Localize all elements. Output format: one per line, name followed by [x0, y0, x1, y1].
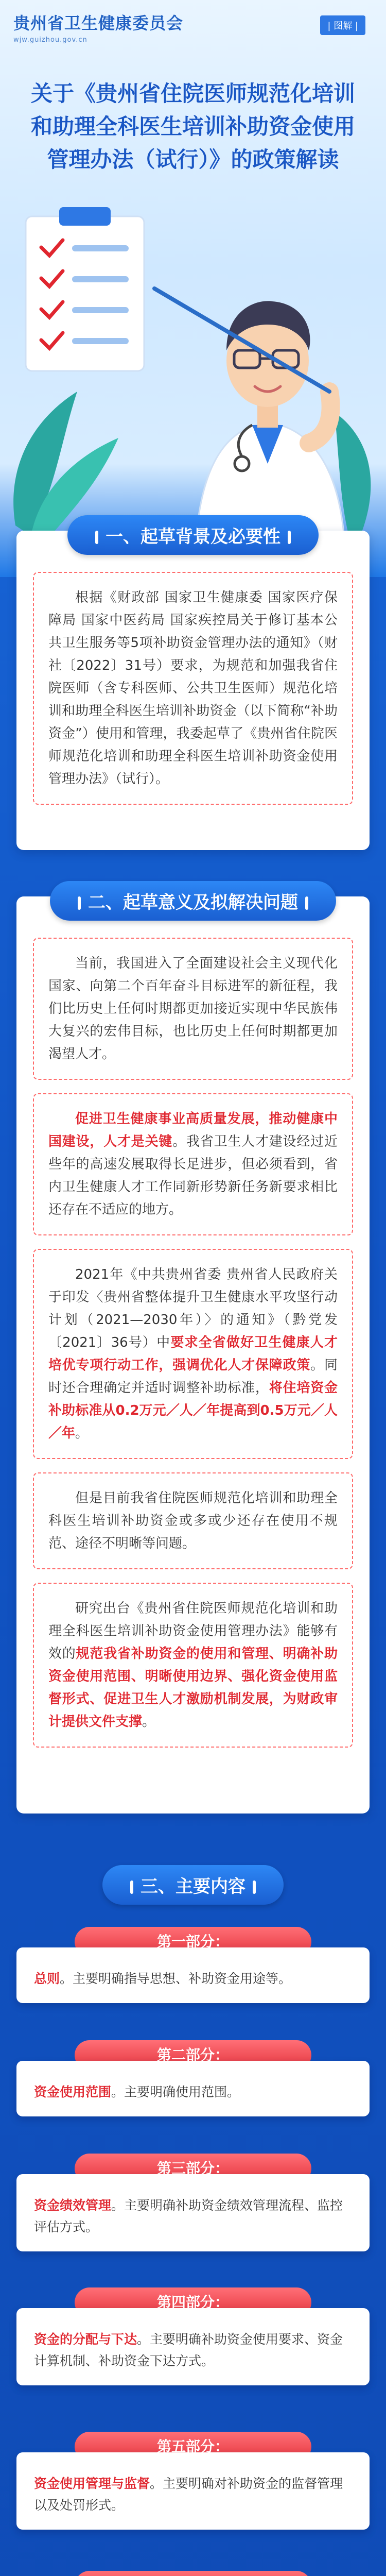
para-text: [48, 1597, 338, 1733]
para-rest: 。我省卫生人才建设经过近些年的高速发展取得长足进步，但必须看到，省内卫生健康人才工作同新形势新任务新要求相比还存在不适应的地方。: [48, 1134, 338, 1217]
para-text: [48, 1108, 338, 1221]
part-text: 。主要明确补助资金使用要求、资金计算机制、补助资金下达方式。: [34, 2332, 343, 2368]
doctor-scene: [0, 196, 386, 546]
highlight-text: 规范我省补助资金的使用和管理、明确补助资金使用范围、明晰使用边界、强化资金使用监督形式、促进卫生人才激励机制发展，为财政审计提供文件支撑: [48, 1646, 338, 1730]
part-body: [16, 2452, 370, 2530]
section-2-para-4: [33, 1472, 353, 1569]
part-highlight: 资金的分配与下达: [34, 2332, 137, 2347]
section-2-para-1: [33, 938, 353, 1080]
part-heading: 第二部分：: [75, 2040, 311, 2070]
section-2-para-5: [33, 1583, 353, 1748]
section-background-card: [16, 527, 370, 850]
section-2-para-3: [33, 1249, 353, 1459]
section-title-2: 二、起草意义及拟解决问题: [50, 881, 336, 921]
part-heading: 第一部分：: [75, 1927, 311, 1957]
infographic-badge: | 图解 |: [320, 15, 365, 35]
highlight-text: 将住培资金补助标准从0.2万元／人／年提高到0.5万元／人／年: [48, 1380, 338, 1441]
org-name: 贵州省卫生健康委员会: [13, 13, 184, 33]
part-highlight: 总则: [34, 1971, 60, 1986]
part-body: [16, 2174, 370, 2251]
org-domain: wjw.guizhou.gov.cn: [13, 36, 87, 44]
para-part: 。: [75, 1426, 89, 1441]
part-body: [16, 2308, 370, 2385]
para-part: 研究出台《贵州省住院医师规范化培训和助理全科医生培训补助资金使用管理办法》能够有效的: [48, 1601, 338, 1662]
clipboard-checklist-icon: [26, 207, 144, 371]
doctor-illustration-icon: [154, 289, 345, 546]
page-title: 关于《贵州省住院医师规范化培训和助理全科医生培训补助资金使用管理办法（试行）》的政策解读: [30, 81, 355, 172]
section-title-1: 一、起草背景及必要性: [67, 515, 319, 555]
hero-section: [0, 0, 386, 577]
para-part: 2021年《中共贵州省委 贵州省人民政府关于印发〈贵州省整体提升卫生健康水平攻坚行动计划（2021—2030年）〉的通知》（黔党发〔2021〕36号）中: [48, 1267, 338, 1350]
part-text: 。主要明确指导思想、补助资金用途等。: [60, 1971, 292, 1986]
part-2: [16, 2040, 370, 2116]
organization-header: [13, 10, 183, 44]
part-4: [16, 2287, 370, 2385]
highlight-text: 要求全省做好卫生健康人才培优专项行动工作，强调优化人才保障政策: [48, 1335, 338, 1373]
part-1: [16, 1927, 370, 2003]
part-text: 。主要明确补助资金绩效管理流程、监控评估方式。: [34, 2198, 343, 2234]
part-highlight: 资金绩效管理: [34, 2198, 112, 2213]
para-part: 。同时还合理确定并适时调整补助标准，: [48, 1358, 338, 1396]
section-significance-card: [16, 892, 370, 1814]
section-2-para-2: [33, 1093, 353, 1235]
part-highlight: 资金使用管理与监督: [34, 2476, 150, 2491]
para-part: 。: [142, 1714, 156, 1730]
highlight-text: 促进卫生健康事业高质量发展，推动健康中国建设，人才是关键: [48, 1111, 338, 1149]
part-highlight: 资金使用范围: [34, 2084, 112, 2099]
section-title-3: 三、主要内容: [102, 1865, 284, 1905]
para-text: [48, 1263, 338, 1445]
part-text: 。主要明确对补助资金的监督管理以及处罚形式。: [34, 2476, 343, 2513]
part-heading: 第三部分：: [75, 2154, 311, 2183]
para-text: 但是目前我省住院医师规范化培训和助理全科医生培训补助资金或多或少还存在使用不规范、途径不明晰等问题。: [48, 1490, 338, 1551]
part-5: [16, 2432, 370, 2530]
part-heading: [75, 2571, 311, 2576]
part-heading: 第四部分：: [75, 2287, 311, 2317]
part-text: 。主要明确使用范围。: [111, 2084, 240, 2099]
part-3: [16, 2154, 370, 2251]
para-text: 当前，我国进入了全面建设社会主义现代化国家、向第二个百年奋斗目标进军的新征程，我们比历史上任何时期都更加接近实现中华民族伟大复兴的宏伟目标，也比历史上任何时期都更加渴望人才。: [48, 956, 338, 1062]
section-1-textbox: [33, 572, 353, 805]
part-heading: 第五部分：: [75, 2432, 311, 2462]
section-1-text: 根据《财政部 国家卫生健康委 国家医疗保障局 国家中医药局 国家疾控局关于修订基本公共卫生服务等5项补助资金管理办法的通知》（财社〔2022〕31号）要求，为规范和加强我省住院医师（含专科医师、公共卫生医师）规范化培训和助理全科医生培训补助资金（以下简称“补助资金”）使用和管理，我委起草了《贵州省住院医师规范化培训和助理全科医生培训补助资金使用管理办法》（试行）。: [48, 590, 338, 787]
part-6: [16, 2571, 370, 2576]
